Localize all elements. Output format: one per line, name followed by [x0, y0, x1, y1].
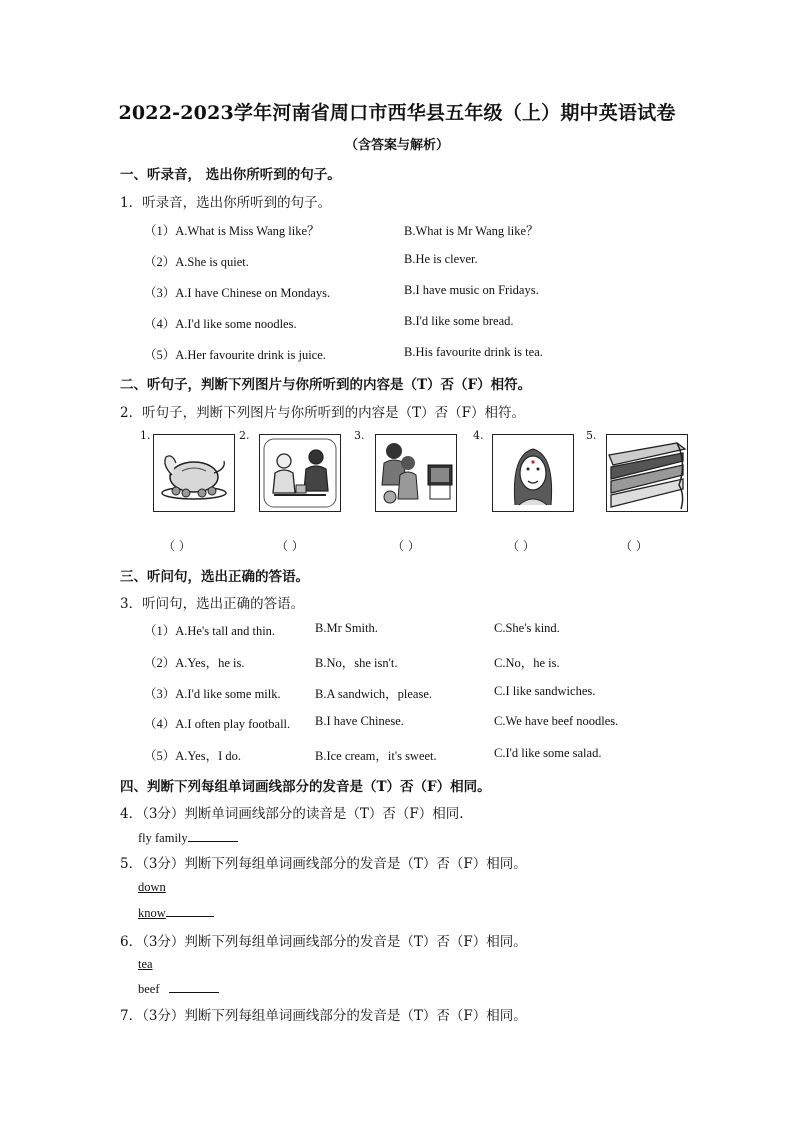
- section-heading-1: 一、听录音， 选出你所听到的句子。: [120, 167, 341, 183]
- q3-option-c: C.We have beef noodles.: [494, 714, 619, 728]
- q3-option-c: C.No，he is.: [494, 656, 560, 670]
- q3-option-b: B.I have Chinese.: [315, 714, 404, 728]
- picture-number: 1.: [140, 429, 151, 442]
- word: fly: [138, 831, 152, 845]
- word: [138, 880, 166, 895]
- page-subtitle: （含答案与解析）: [344, 138, 449, 153]
- q1-option-a: （4）A.I'd like some noodles.: [144, 317, 297, 331]
- word: family: [155, 831, 188, 845]
- sandwich-icon: [606, 434, 688, 512]
- question-3-prompt: 3．听问句，选出正确的答语。: [120, 596, 305, 612]
- q1-option-a: （5）A.Her favourite drink is juice.: [144, 348, 326, 362]
- q3-option-a: （2）A.Yes，he is.: [144, 656, 245, 670]
- q3-option-c: C.I'd like some salad.: [494, 746, 602, 760]
- two-people-table-icon: [259, 434, 341, 512]
- question-2-prompt: 2．听句子，判断下列图片与你所听到的内容是（T）否（F）相符。: [120, 405, 525, 421]
- girl-portrait-icon: [492, 434, 574, 512]
- roast-chicken-icon: [153, 434, 235, 512]
- q3-option-a: （1）A.He's tall and thin.: [144, 624, 276, 638]
- word: [138, 957, 153, 972]
- word: [138, 980, 219, 997]
- answer-blank[interactable]: [166, 904, 214, 917]
- underlined-word: down: [138, 880, 166, 894]
- answer-blank[interactable]: （ ）: [163, 539, 191, 553]
- q1-option-b: B.What is Mr Wang like？: [404, 224, 539, 238]
- word-pair: [138, 829, 238, 846]
- q1-option-a: （3）A.I have Chinese on Mondays.: [144, 286, 331, 300]
- q3-option-a: （3）A.I'd like some milk.: [144, 687, 281, 701]
- word: beef: [138, 982, 160, 996]
- section-heading-3: 三、听问句，选出正确的答语。: [120, 569, 309, 585]
- q1-option-a: （2）A.She is quiet.: [144, 255, 249, 269]
- q1-option-b: B.I have music on Fridays.: [404, 283, 539, 297]
- answer-blank[interactable]: （ ）: [276, 539, 304, 553]
- question-4-prompt: 4．（3分）判断单词画线部分的读音是（T）否（F）相同.: [120, 806, 464, 822]
- q3-option-a: （5）A.Yes，I do.: [144, 749, 242, 763]
- question-6-prompt: 6．（3分）判断下列每组单词画线部分的发音是（T）否（F）相同。: [120, 934, 527, 950]
- q3-option-b: B.A sandwich，please.: [315, 687, 432, 701]
- q3-option-b: B.Mr Smith.: [315, 621, 378, 635]
- picture-number: 4.: [473, 429, 484, 442]
- answer-blank[interactable]: （ ）: [392, 539, 420, 553]
- answer-blank[interactable]: （ ）: [620, 539, 648, 553]
- page-title: 2022-2023学年河南省周口市西华县五年级（上）期中英语试卷: [118, 102, 676, 124]
- q1-option-b: B.He is clever.: [404, 252, 478, 266]
- picture-number: 5.: [586, 429, 597, 442]
- picture-number: 2.: [239, 429, 250, 442]
- answer-blank[interactable]: [188, 829, 238, 842]
- q3-option-a: （4）A.I often play football.: [144, 717, 291, 731]
- picture-number: 3.: [354, 429, 365, 442]
- q3-option-c: C.I like sandwiches.: [494, 684, 596, 698]
- q1-option-b: B.His favourite drink is tea.: [404, 345, 543, 359]
- q1-option-a: （1）A.What is Miss Wang like？: [144, 224, 320, 238]
- section-heading-4: 四、判断下列每组单词画线部分的发音是（T）否（F）相同。: [120, 779, 491, 795]
- answer-blank[interactable]: [169, 980, 219, 993]
- q3-option-b: B.No，she isn't.: [315, 656, 398, 670]
- answer-blank[interactable]: （ ）: [507, 539, 535, 553]
- q3-option-c: C.She's kind.: [494, 621, 560, 635]
- word: [138, 904, 214, 921]
- section-heading-2: 二、听句子，判断下列图片与你所听到的内容是（T）否（F）相符。: [120, 377, 532, 393]
- underlined-word: know: [138, 906, 166, 920]
- q3-option-b: B.Ice cream，it's sweet.: [315, 749, 437, 763]
- question-1-prompt: 1．听录音，选出你所听到的句子。: [120, 195, 332, 211]
- question-7-prompt: 7．（3分）判断下列每组单词画线部分的发音是（T）否（F）相同。: [120, 1008, 527, 1024]
- q1-option-b: B.I'd like some bread.: [404, 314, 514, 328]
- underlined-word: tea: [138, 957, 153, 971]
- family-tv-icon: [375, 434, 457, 512]
- question-5-prompt: 5．（3分）判断下列每组单词画线部分的发音是（T）否（F）相同。: [120, 856, 527, 872]
